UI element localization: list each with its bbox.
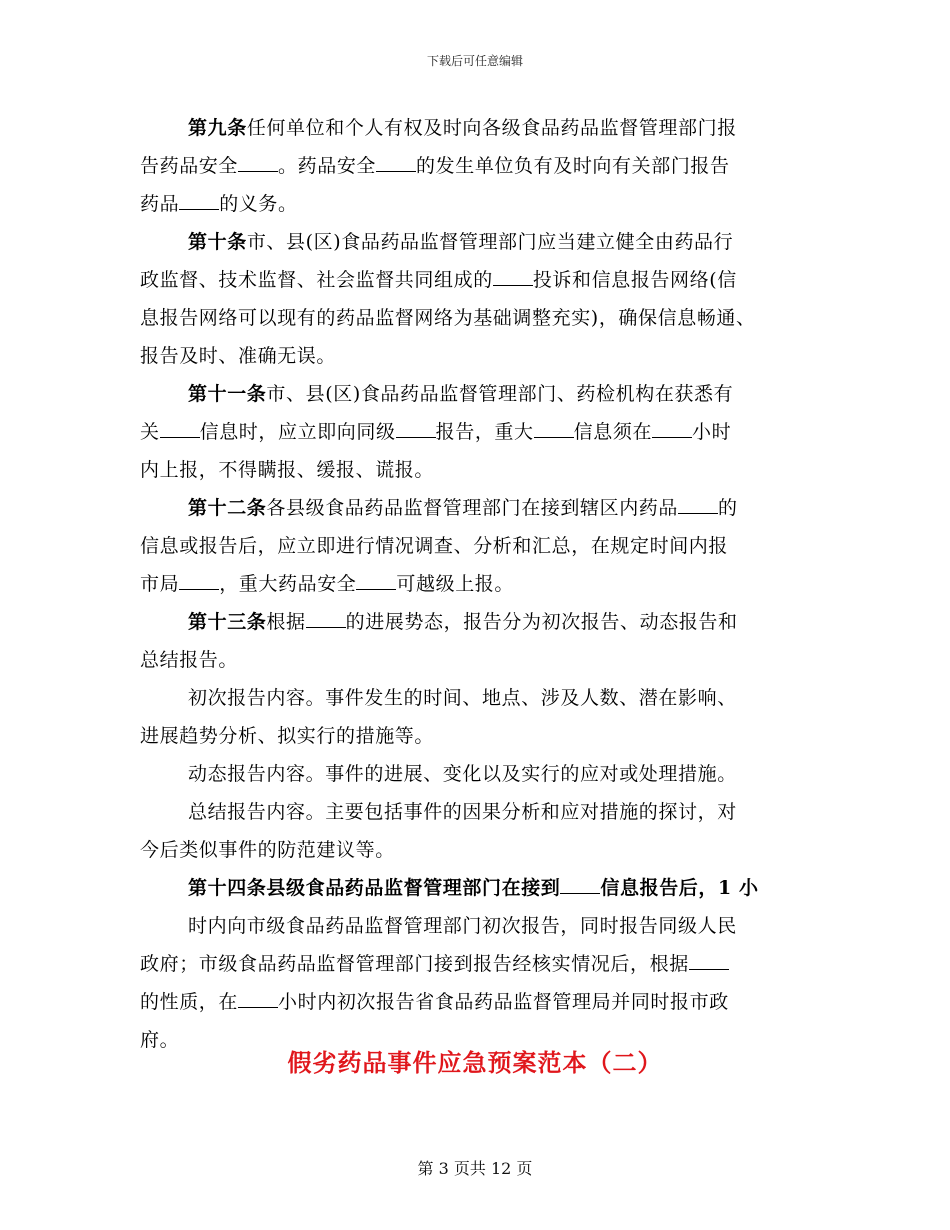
page-number: 第 3 页共 12 页 [417, 1159, 533, 1178]
text-span: 小时 [692, 421, 732, 443]
text-span: 政府；市级食品药品监督管理部门接到报告经核实情况后，根据 [140, 953, 689, 975]
text-span: 报告，重大 [435, 421, 534, 443]
text-span: 第十四条县级食品药品监督管理部门在接到 [188, 877, 561, 899]
text-span: 市、县(区)食品药品监督管理部门应当建立健全由药品行 [246, 231, 734, 253]
text-span: 市局 [140, 573, 180, 595]
text-span: 政监督、技术监督、社会监督共同组成的 [140, 269, 493, 291]
section-title: 假劣药品事件应急预案范本（二） [287, 1048, 663, 1077]
fill-blank [534, 421, 574, 438]
text-span: ，重大药品安全 [219, 573, 357, 595]
article-10-label: 第十条 [188, 231, 247, 253]
article-14-line-1 [188, 873, 759, 900]
article-13-line-1 [188, 607, 738, 634]
text-span: 关 [140, 421, 160, 443]
fill-blank [179, 573, 219, 590]
article-9-line-1 [188, 113, 737, 140]
text-span: 的发生单位负有及时向有关部门报告 [416, 155, 730, 177]
text-span: 投诉和信息报告网络(信 [532, 269, 737, 291]
fill-blank [238, 991, 278, 1008]
article-9-label: 第九条 [188, 117, 247, 139]
fill-blank [238, 155, 278, 172]
summary-report-line-1: 总结报告内容。主要包括事件的因果分析和应对措施的探讨，对 [188, 801, 737, 823]
article-11-label: 第十一条 [188, 383, 267, 405]
article-10-line-3: 息报告网络可以现有的药品监督网络为基础调整充实)，确保信息畅通、 [140, 307, 756, 329]
fill-blank [560, 877, 600, 894]
article-13-line-2: 总结报告。 [140, 649, 239, 671]
text-span: 。药品安全 [278, 155, 377, 177]
article-9-line-3 [140, 189, 298, 216]
text-span: 的性质，在 [140, 991, 239, 1013]
article-14-line-2: 时内向市级食品药品监督管理部门初次报告，同时报告同级人民 [188, 915, 737, 937]
fill-blank [179, 193, 219, 210]
text-span: 小时内初次报告省食品药品监督管理局并同时报市政 [278, 991, 729, 1013]
fill-blank [376, 155, 416, 172]
text-span: 告药品安全 [140, 155, 239, 177]
article-9-line-2 [140, 151, 730, 178]
text-span: 根据 [266, 611, 306, 633]
text-span: 的义务。 [219, 193, 298, 215]
text-span: 市、县(区)食品药品监督管理部门、药检机构在获悉有 [266, 383, 734, 405]
text-span: 信息时，应立即向同级 [199, 421, 396, 443]
text-span: 信息报告后，1 小 [600, 877, 759, 899]
summary-report-line-2: 今后类似事件的防范建议等。 [140, 839, 395, 861]
fill-blank [493, 269, 533, 286]
initial-report-line-1: 初次报告内容。事件发生的时间、地点、涉及人数、潜在影响、 [188, 687, 737, 709]
fill-blank [678, 497, 718, 514]
text-span: 各县级食品药品监督管理部门在接到辖区内药品 [266, 497, 679, 519]
article-11-line-3: 内上报，不得瞒报、缓报、谎报。 [140, 459, 435, 481]
text-span: 可越级上报。 [396, 573, 515, 595]
text-span: 的 [718, 497, 738, 519]
article-11-line-1 [188, 379, 733, 406]
page-header: 下载后可任意编辑 [426, 54, 523, 68]
article-14-line-5: 府。 [140, 1029, 180, 1051]
fill-blank [652, 421, 692, 438]
text-span: 的进展势态，报告分为初次报告、动态报告和 [345, 611, 738, 633]
article-11-line-2 [140, 417, 731, 444]
text-span: 任何单位和个人有权及时向各级食品药品监督管理部门报 [246, 117, 737, 139]
article-12-line-2: 信息或报告后，应立即进行情况调查、分析和汇总，在规定时间内报 [140, 535, 729, 557]
article-10-line-4: 报告及时、准确无误。 [140, 345, 337, 367]
article-10-line-1 [188, 227, 733, 254]
fill-blank [160, 421, 200, 438]
article-12-line-1 [188, 493, 738, 520]
fill-blank [689, 953, 729, 970]
dynamic-report-line-1: 动态报告内容。事件的进展、变化以及实行的应对或处理措施。 [188, 763, 737, 785]
article-10-line-2 [140, 265, 737, 292]
text-span: 信息须在 [573, 421, 653, 443]
fill-blank [356, 573, 396, 590]
article-13-label: 第十三条 [188, 611, 267, 633]
text-span: 药品 [140, 193, 180, 215]
initial-report-line-2: 进展趋势分析、拟实行的措施等。 [140, 725, 435, 747]
fill-blank [306, 611, 346, 628]
article-14-line-4 [140, 987, 729, 1014]
article-12-line-3 [140, 569, 514, 596]
fill-blank [396, 421, 436, 438]
article-12-label: 第十二条 [188, 497, 267, 519]
article-14-line-3 [140, 949, 729, 976]
